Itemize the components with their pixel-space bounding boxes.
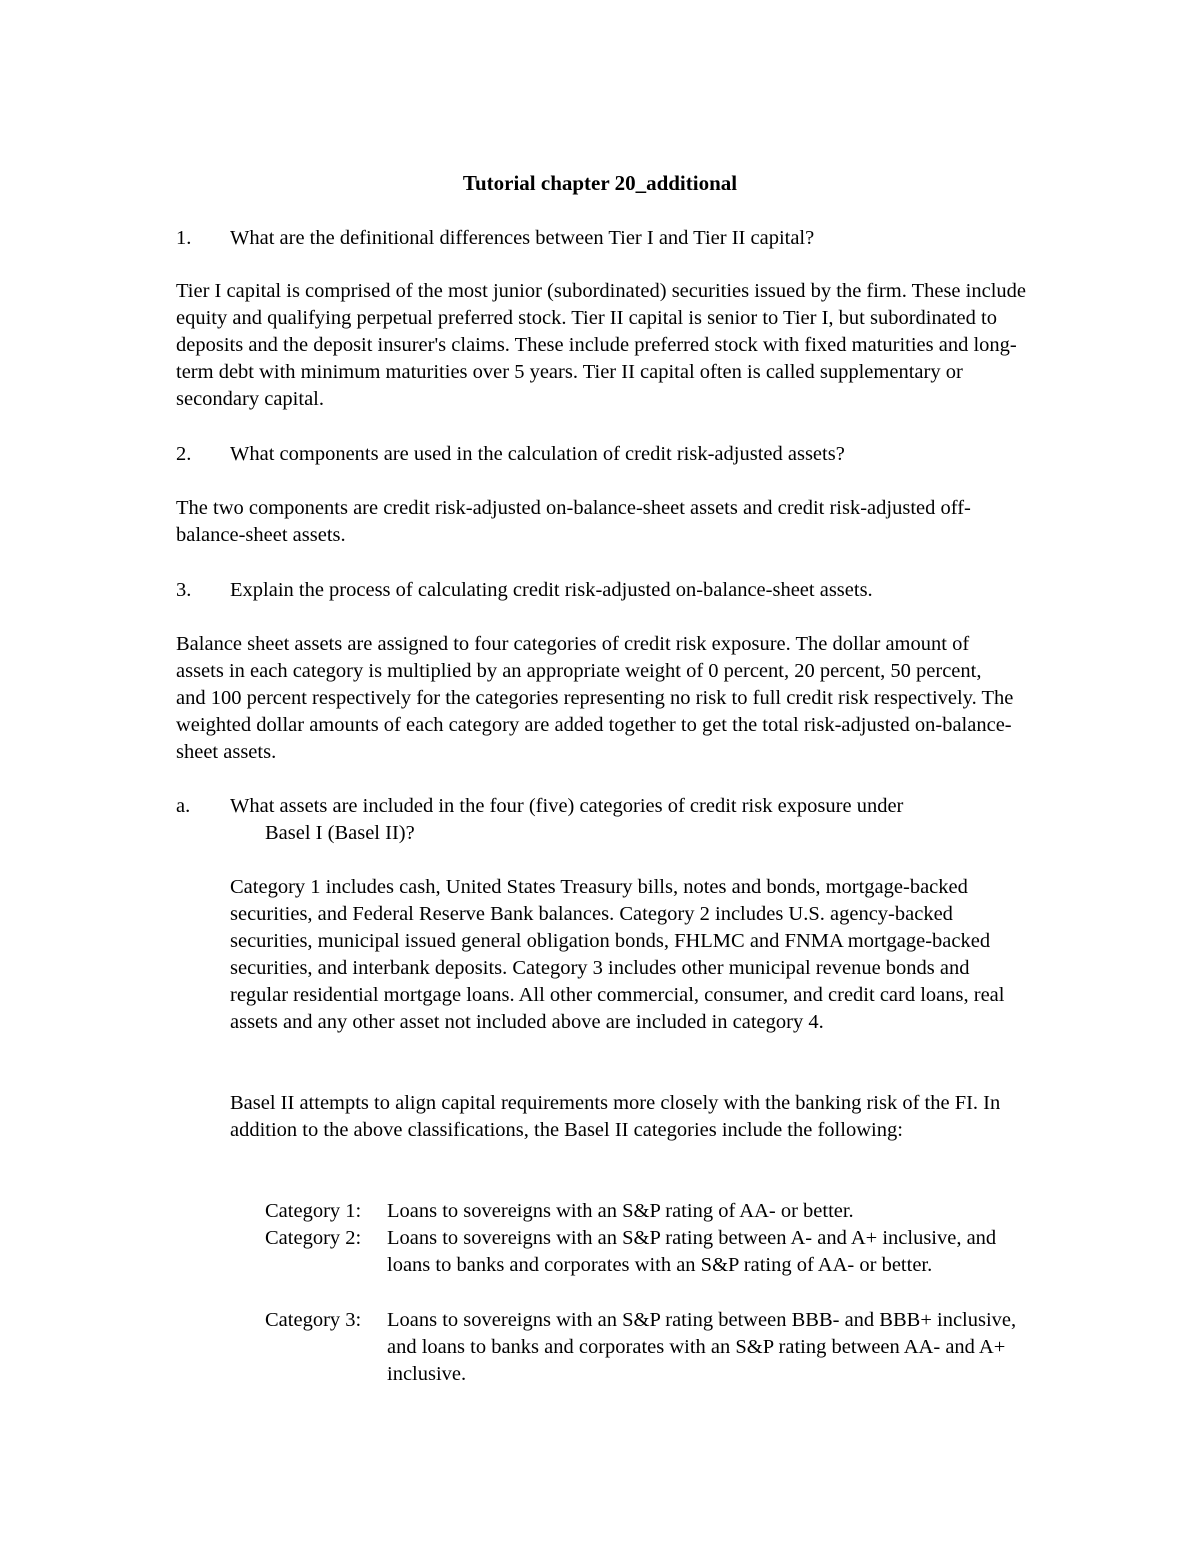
category-label: Category 3: bbox=[265, 1309, 362, 1331]
answer-1-paragraph: Tier I capital is comprised of the most junior (subordinated) securities issued by the firm. These include equity and qualifying perpetual preferred stock. Tier II capital is senior to Tier I, but subordinated to deposits and the deposit insurer's claims. These include preferred stock with fixed maturities and long-term debt with minimum maturities over 5 years. Tier II capital often is called supplementary or secondary capital. bbox=[176, 280, 1026, 410]
category-description: Loans to sovereigns with an S&P rating of AA- or better. bbox=[387, 1200, 854, 1222]
question-3-text: Explain the process of calculating credit risk-adjusted on-balance-sheet assets. bbox=[230, 579, 873, 601]
answer-3-paragraph: Balance sheet assets are assigned to four categories of credit risk exposure. The dollar amount of assets in each category is multiplied by an appropriate weight of 0 percent, 20 percent, 50 percent, and 100 percent respectively for the categories representing no risk to full credit risk respectively. The weighted dollar amounts of each category are added together to get the total risk-adjusted on-balance-sheet assets. bbox=[176, 633, 1014, 763]
page-title: Tutorial chapter 20_additional bbox=[462, 171, 738, 195]
category-label: Category 2: bbox=[265, 1227, 362, 1249]
question-1-number: 1. bbox=[176, 227, 192, 249]
question-1-text: What are the definitional differences between Tier I and Tier II capital? bbox=[230, 227, 815, 249]
category-description: Loans to sovereigns with an S&P rating between BBB- and BBB+ inclusive, and loans to banks and corporates with an S&P rating between AA- and A+ inclusive. bbox=[387, 1309, 1017, 1385]
question-2-number: 2. bbox=[176, 443, 192, 465]
question-a-number: a. bbox=[176, 795, 191, 817]
category-description: Loans to sovereigns with an S&P rating between A- and A+ inclusive, and loans to banks and corporates with an S&P rating of AA- or better. bbox=[387, 1227, 997, 1276]
answer-a-basel-1-paragraph: Category 1 includes cash, United States Treasury bills, notes and bonds, mortgage-backed securities, and Federal Reserve Bank balances. Category 2 includes U.S. agency-backed securities, municipal issued general obligation bonds, FHLMC and FNMA mortgage-backed securities, and interbank deposits. Category 3 includes other municipal revenue bonds and regular residential mortgage loans. All other commercial, consumer, and credit card loans, real assets and any other asset not included above are included in category 4. bbox=[230, 876, 1005, 1033]
question-a-text bbox=[230, 793, 1030, 847]
answer-a-basel-2-paragraph: Basel II attempts to align capital requirements more closely with the banking risk of the FI. In addition to the above classifications, the Basel II categories include the following: bbox=[230, 1092, 1001, 1141]
category-label: Category 1: bbox=[265, 1200, 362, 1222]
question-a-line-2: Basel I (Basel II)? bbox=[265, 822, 415, 844]
answer-2-paragraph: The two components are credit risk-adjusted on-balance-sheet assets and credit risk-adjusted off-balance-sheet assets. bbox=[176, 497, 971, 546]
question-a-line-1: What assets are included in the four (five) categories of credit risk exposure under bbox=[230, 795, 904, 817]
question-3-number: 3. bbox=[176, 579, 192, 601]
question-2-text: What components are used in the calculation of credit risk-adjusted assets? bbox=[230, 443, 845, 465]
